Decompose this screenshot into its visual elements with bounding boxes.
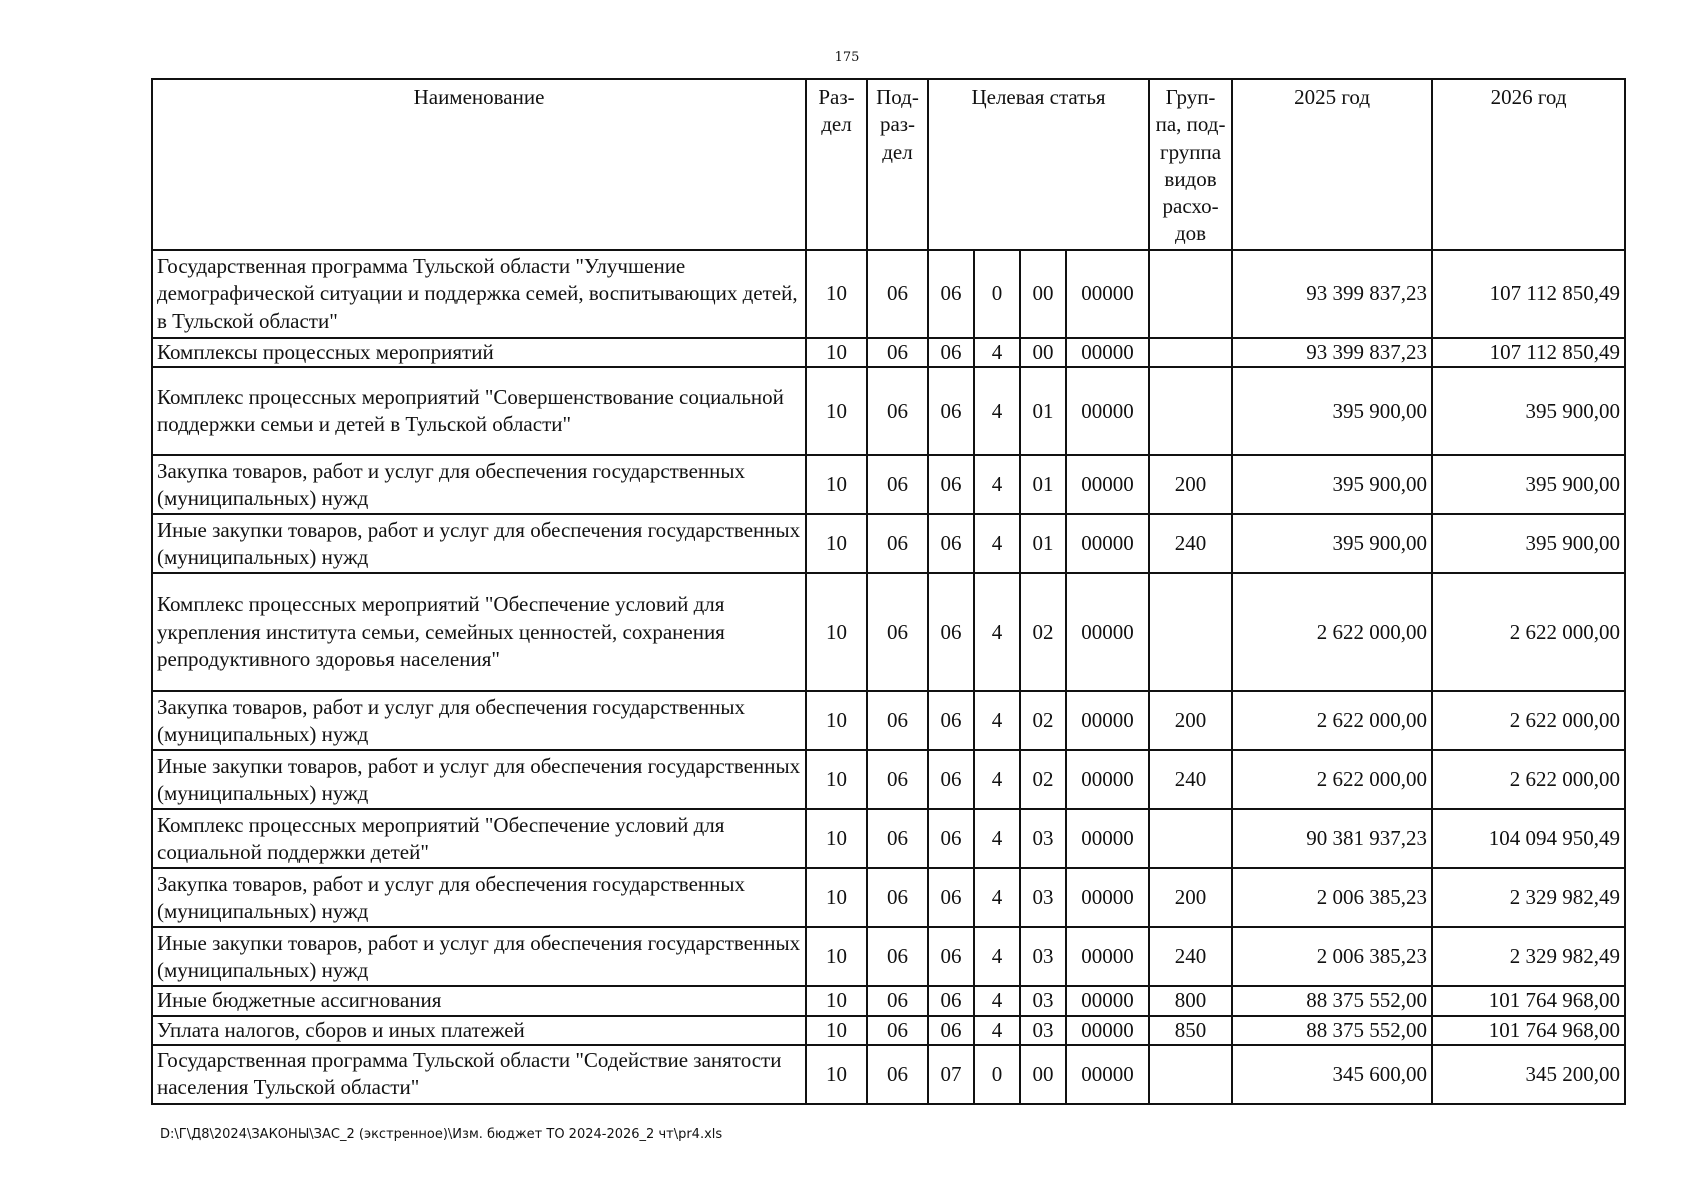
row-target-direction: 00000 (1066, 514, 1149, 573)
row-amount-2025: 93 399 837,23 (1232, 250, 1432, 338)
row-name: Государственная программа Тульской области "Улучшение демографической ситуации и поддержка семей, воспитывающих детей, в Тульской области" (152, 250, 806, 338)
row-target-program: 06 (928, 338, 974, 367)
row-amount-2025: 88 375 552,00 (1232, 986, 1432, 1015)
row-section: 10 (806, 1045, 867, 1104)
row-subsection: 06 (867, 750, 928, 809)
row-target-subtype: 03 (1020, 868, 1066, 927)
row-subsection: 06 (867, 691, 928, 750)
row-target-program: 06 (928, 367, 974, 455)
row-amount-2026: 101 764 968,00 (1432, 1016, 1625, 1045)
row-target-subtype: 03 (1020, 809, 1066, 868)
table-row (152, 514, 1625, 573)
row-target-program: 06 (928, 868, 974, 927)
header-section: Раз- дел (806, 79, 867, 250)
row-section: 10 (806, 573, 867, 691)
row-expense-group (1149, 1045, 1232, 1104)
row-expense-group: 240 (1149, 927, 1232, 986)
table-row (152, 338, 1625, 367)
table-body (152, 250, 1625, 1104)
row-section: 10 (806, 455, 867, 514)
row-amount-2026: 2 329 982,49 (1432, 868, 1625, 927)
row-target-direction: 00000 (1066, 455, 1149, 514)
row-target-type: 4 (974, 514, 1020, 573)
table-row (152, 573, 1625, 691)
row-name: Государственная программа Тульской области "Содействие занятости населения Тульской области" (152, 1045, 806, 1104)
row-expense-group: 200 (1149, 691, 1232, 750)
row-target-subtype: 00 (1020, 338, 1066, 367)
row-target-direction: 00000 (1066, 691, 1149, 750)
row-section: 10 (806, 986, 867, 1015)
row-target-subtype: 00 (1020, 250, 1066, 338)
row-target-type: 4 (974, 809, 1020, 868)
row-subsection: 06 (867, 809, 928, 868)
row-amount-2026: 345 200,00 (1432, 1045, 1625, 1104)
row-expense-group (1149, 338, 1232, 367)
row-target-direction: 00000 (1066, 338, 1149, 367)
row-amount-2025: 93 399 837,23 (1232, 338, 1432, 367)
row-target-subtype: 03 (1020, 986, 1066, 1015)
row-target-subtype: 01 (1020, 367, 1066, 455)
header-expense-group: Груп- па, под- группа видов расхо- дов (1149, 79, 1232, 250)
table-row (152, 455, 1625, 514)
row-target-type: 4 (974, 1016, 1020, 1045)
row-amount-2026: 2 622 000,00 (1432, 573, 1625, 691)
row-target-direction: 00000 (1066, 573, 1149, 691)
row-name: Комплекс процессных мероприятий "Обеспечение условий для социальной поддержки детей" (152, 809, 806, 868)
row-amount-2026: 104 094 950,49 (1432, 809, 1625, 868)
row-section: 10 (806, 750, 867, 809)
row-amount-2026: 107 112 850,49 (1432, 338, 1625, 367)
row-target-type: 4 (974, 455, 1020, 514)
row-expense-group: 200 (1149, 868, 1232, 927)
row-amount-2026: 101 764 968,00 (1432, 986, 1625, 1015)
row-amount-2026: 395 900,00 (1432, 367, 1625, 455)
row-section: 10 (806, 868, 867, 927)
table-row (152, 927, 1625, 986)
header-year-2026: 2026 год (1432, 79, 1625, 250)
row-target-subtype: 01 (1020, 455, 1066, 514)
row-target-subtype: 02 (1020, 691, 1066, 750)
row-subsection: 06 (867, 338, 928, 367)
row-expense-group: 800 (1149, 986, 1232, 1015)
row-target-program: 06 (928, 514, 974, 573)
row-name: Иные закупки товаров, работ и услуг для обеспечения государственных (муниципальных) нужд (152, 927, 806, 986)
row-name: Комплексы процессных мероприятий (152, 338, 806, 367)
row-name: Иные закупки товаров, работ и услуг для обеспечения государственных (муниципальных) нужд (152, 750, 806, 809)
row-target-program: 06 (928, 250, 974, 338)
row-target-subtype: 03 (1020, 1016, 1066, 1045)
row-subsection: 06 (867, 1016, 928, 1045)
row-expense-group (1149, 573, 1232, 691)
row-target-direction: 00000 (1066, 250, 1149, 338)
header-target-article: Целевая статья (928, 79, 1149, 250)
row-amount-2025: 395 900,00 (1232, 514, 1432, 573)
row-subsection: 06 (867, 986, 928, 1015)
row-subsection: 06 (867, 868, 928, 927)
row-section: 10 (806, 367, 867, 455)
footer-file-path: D:\Г\Д8\2024\ЗАКОНЫ\ЗАС_2 (экстренное)\Изм. бюджет ТО 2024-2026_2 чт\pr4.xls (160, 1127, 723, 1142)
row-amount-2026: 395 900,00 (1432, 455, 1625, 514)
row-target-type: 4 (974, 986, 1020, 1015)
row-subsection: 06 (867, 514, 928, 573)
row-target-type: 4 (974, 367, 1020, 455)
row-target-direction: 00000 (1066, 367, 1149, 455)
row-amount-2026: 2 329 982,49 (1432, 927, 1625, 986)
row-expense-group (1149, 809, 1232, 868)
row-target-subtype: 03 (1020, 927, 1066, 986)
row-target-subtype: 02 (1020, 750, 1066, 809)
table-row (152, 809, 1625, 868)
row-amount-2025: 2 006 385,23 (1232, 868, 1432, 927)
table-header-row (152, 79, 1625, 250)
row-section: 10 (806, 809, 867, 868)
row-name: Иные бюджетные ассигнования (152, 986, 806, 1015)
row-target-program: 06 (928, 986, 974, 1015)
header-year-2025: 2025 год (1232, 79, 1432, 250)
row-target-direction: 00000 (1066, 927, 1149, 986)
row-subsection: 06 (867, 250, 928, 338)
row-amount-2025: 2 622 000,00 (1232, 691, 1432, 750)
row-target-type: 0 (974, 250, 1020, 338)
row-target-direction: 00000 (1066, 868, 1149, 927)
row-amount-2026: 395 900,00 (1432, 514, 1625, 573)
row-amount-2026: 2 622 000,00 (1432, 691, 1625, 750)
row-target-program: 06 (928, 750, 974, 809)
table-row (152, 367, 1625, 455)
row-subsection: 06 (867, 455, 928, 514)
row-section: 10 (806, 250, 867, 338)
row-target-subtype: 01 (1020, 514, 1066, 573)
header-name: Наименование (152, 79, 806, 250)
row-target-program: 06 (928, 455, 974, 514)
table-row (152, 691, 1625, 750)
row-target-program: 06 (928, 691, 974, 750)
row-name: Закупка товаров, работ и услуг для обеспечения государственных (муниципальных) нужд (152, 868, 806, 927)
header-subsection: Под- раз- дел (867, 79, 928, 250)
row-amount-2025: 345 600,00 (1232, 1045, 1432, 1104)
row-expense-group (1149, 367, 1232, 455)
table-row (152, 1045, 1625, 1104)
row-target-program: 06 (928, 573, 974, 691)
row-subsection: 06 (867, 1045, 928, 1104)
row-expense-group: 850 (1149, 1016, 1232, 1045)
row-section: 10 (806, 514, 867, 573)
row-target-type: 0 (974, 1045, 1020, 1104)
table-row (152, 868, 1625, 927)
row-target-type: 4 (974, 750, 1020, 809)
row-amount-2025: 395 900,00 (1232, 367, 1432, 455)
table-row (152, 250, 1625, 338)
row-name: Комплекс процессных мероприятий "Обеспечение условий для укрепления института семьи, семейных ценностей, сохранения репродуктивного здоровья населения" (152, 573, 806, 691)
row-section: 10 (806, 338, 867, 367)
table-row (152, 986, 1625, 1015)
row-name: Комплекс процессных мероприятий "Совершенствование социальной поддержки семьи и детей в Тульской области" (152, 367, 806, 455)
row-name: Уплата налогов, сборов и иных платежей (152, 1016, 806, 1045)
table-row (152, 1016, 1625, 1045)
row-target-type: 4 (974, 338, 1020, 367)
row-target-type: 4 (974, 927, 1020, 986)
row-target-subtype: 02 (1020, 573, 1066, 691)
row-expense-group: 240 (1149, 514, 1232, 573)
row-target-direction: 00000 (1066, 986, 1149, 1015)
row-target-type: 4 (974, 573, 1020, 691)
row-amount-2025: 395 900,00 (1232, 455, 1432, 514)
row-target-type: 4 (974, 691, 1020, 750)
row-amount-2025: 2 006 385,23 (1232, 927, 1432, 986)
row-amount-2025: 2 622 000,00 (1232, 573, 1432, 691)
row-amount-2025: 2 622 000,00 (1232, 750, 1432, 809)
row-target-direction: 00000 (1066, 1045, 1149, 1104)
row-name: Иные закупки товаров, работ и услуг для обеспечения государственных (муниципальных) нужд (152, 514, 806, 573)
row-name: Закупка товаров, работ и услуг для обеспечения государственных (муниципальных) нужд (152, 691, 806, 750)
row-target-program: 06 (928, 927, 974, 986)
row-section: 10 (806, 927, 867, 986)
row-target-direction: 00000 (1066, 750, 1149, 809)
page-number: 175 (834, 50, 860, 65)
row-target-program: 06 (928, 1016, 974, 1045)
row-subsection: 06 (867, 573, 928, 691)
row-amount-2026: 107 112 850,49 (1432, 250, 1625, 338)
row-subsection: 06 (867, 927, 928, 986)
row-section: 10 (806, 1016, 867, 1045)
row-amount-2026: 2 622 000,00 (1432, 750, 1625, 809)
row-expense-group: 200 (1149, 455, 1232, 514)
row-target-type: 4 (974, 868, 1020, 927)
row-target-direction: 00000 (1066, 809, 1149, 868)
row-target-program: 07 (928, 1045, 974, 1104)
row-name: Закупка товаров, работ и услуг для обеспечения государственных (муниципальных) нужд (152, 455, 806, 514)
row-amount-2025: 88 375 552,00 (1232, 1016, 1432, 1045)
budget-table (151, 78, 1626, 1105)
table-row (152, 750, 1625, 809)
row-expense-group (1149, 250, 1232, 338)
row-amount-2025: 90 381 937,23 (1232, 809, 1432, 868)
row-expense-group: 240 (1149, 750, 1232, 809)
row-subsection: 06 (867, 367, 928, 455)
row-section: 10 (806, 691, 867, 750)
row-target-direction: 00000 (1066, 1016, 1149, 1045)
row-target-subtype: 00 (1020, 1045, 1066, 1104)
row-target-program: 06 (928, 809, 974, 868)
